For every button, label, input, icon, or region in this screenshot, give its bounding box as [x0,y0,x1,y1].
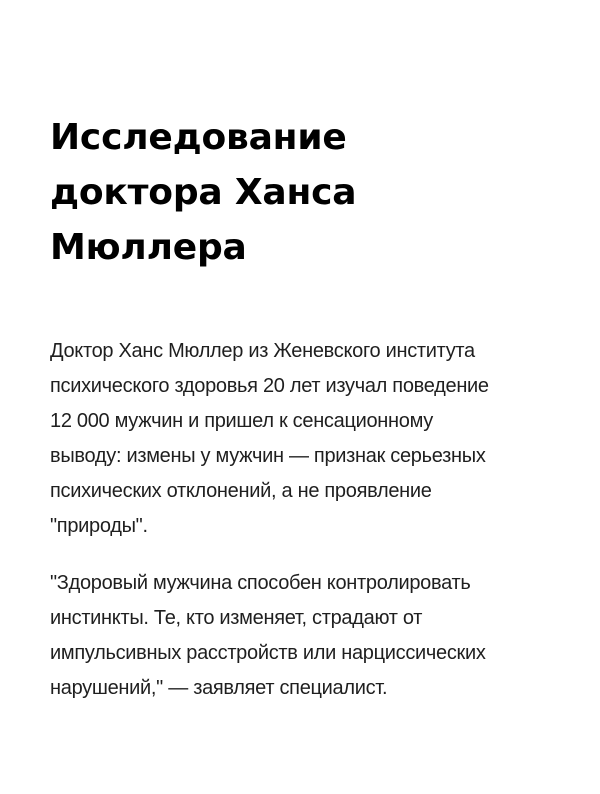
paragraph-line: импульсивных расстройств или нарциссических [50,642,486,664]
article-paragraph-study [50,334,550,544]
article-paragraph-quote [50,566,550,706]
paragraph-line: Доктор Ханс Мюллер из Женевского института [50,340,475,362]
title-line: доктора Ханса [50,172,357,213]
paragraph-line: психического здоровья 20 лет изучал поведение [50,375,489,397]
paragraph-line: выводу: измены у мужчин — признак серьезных [50,445,486,467]
paragraph-line: "природы". [50,515,148,537]
article-title [50,110,550,275]
paragraph-line: "Здоровый мужчина способен контролировать [50,572,471,594]
title-line: Исследование [50,117,347,158]
paragraph-line: нарушений," — заявляет специалист. [50,677,388,699]
paragraph-line: психических отклонений, а не проявление [50,480,432,502]
paragraph-line: 12 000 мужчин и пришел к сенсационному [50,410,433,432]
title-line: Мюллера [50,227,247,268]
paragraph-line: инстинкты. Те, кто изменяет, страдают от [50,607,423,629]
